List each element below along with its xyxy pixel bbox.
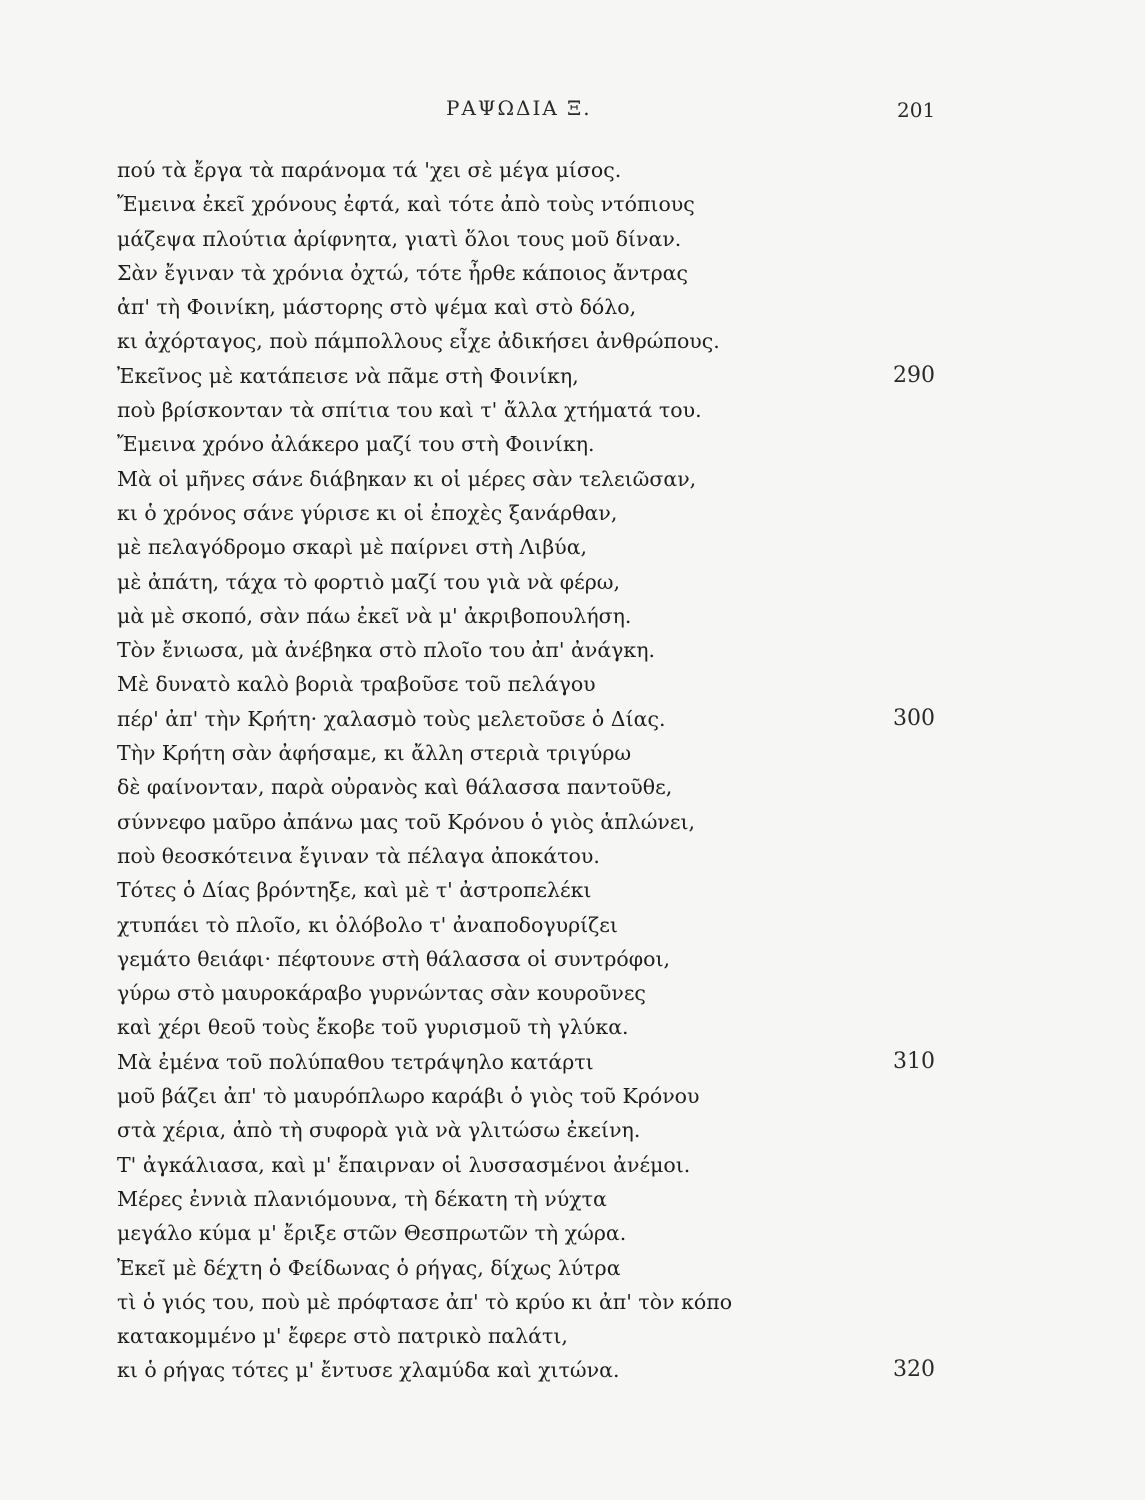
verse-line	[117, 427, 947, 461]
verse-line	[117, 462, 947, 496]
verse-text: μεγάλο κύμα μ' ἔριξε στῶν Θεσπρωτῶν τὴ χώρα.	[117, 1221, 627, 1246]
verse-text: καὶ χέρι θεοῦ τοὺς ἔκοβε τοῦ γυρισμοῦ τὴ γλύκα.	[117, 1015, 629, 1040]
verse-line	[117, 770, 947, 804]
verse-text: Μὰ οἱ μῆνες σάνε διάβηκαν κι οἱ μέρες σὰν τελειῶσαν,	[117, 466, 697, 491]
verse-text: Τὸν ἔνιωσα, μὰ ἀνέβηκα στὸ πλοῖο του ἀπ' ἀνάγκη.	[117, 638, 656, 663]
verse-line	[117, 1010, 947, 1044]
verse-text: Μὰ ἐμένα τοῦ πολύπαθου τετράψηλο κατάρτι	[117, 1049, 594, 1074]
verse-line	[117, 667, 947, 701]
verse-line	[117, 1353, 947, 1387]
verse-text: κι ὁ ρήγας τότες μ' ἔντυσε χλαμύδα καὶ χιτώνα.	[117, 1358, 620, 1383]
verse-text: μὰ μὲ σκοπό, σὰν πάω ἐκεῖ νὰ μ' ἀκριβοπουλήση.	[117, 603, 632, 628]
chapter-title: ΡΑΨΩΔΙΑ Ξ.	[446, 96, 592, 120]
verse-text: πού τὰ ἔργα τὰ παράνομα τά 'χει σὲ μέγα μίσος.	[117, 158, 622, 182]
verse-line	[117, 359, 947, 393]
verse-line	[117, 530, 947, 564]
verse-line	[117, 1113, 947, 1147]
verse-text: μὲ πελαγόδρομο σκαρὶ μὲ παίρνει στὴ Λιβύα,	[117, 535, 588, 560]
verse-text: Ἔμεινα ἐκεῖ χρόνους ἐφτά, καὶ τότε ἀπὸ τοὺς ντόπιους	[117, 192, 695, 217]
verse-line	[117, 1216, 947, 1250]
verse-line	[117, 1079, 947, 1113]
verse-list	[117, 153, 947, 1388]
verse-line	[117, 256, 947, 290]
verse-text: στὰ χέρια, ἀπὸ τὴ συφορὰ γιὰ νὰ γλιτώσω ἐκείνη.	[117, 1118, 641, 1143]
verse-line	[117, 1285, 947, 1319]
verse-text: Τ' ἀγκάλιασα, καὶ μ' ἔπαιρναν οἱ λυσσασμένοι ἀνέμοι.	[117, 1152, 691, 1177]
verse-line	[117, 976, 947, 1010]
verse-text: Ἐκεῖνος μὲ κατάπεισε νὰ πᾶμε στὴ Φοινίκη,	[117, 363, 579, 388]
verse-line	[117, 1148, 947, 1182]
verse-line	[117, 599, 947, 633]
verse-text: ἀπ' τὴ Φοινίκη, μάστορης στὸ ψέμα καὶ στὸ δόλο,	[117, 295, 637, 320]
verse-line	[117, 153, 947, 187]
verse-line	[117, 290, 947, 324]
verse-text: γεμάτο θειάφι· πέφτουνε στὴ θάλασσα οἱ συντρόφοι,	[117, 946, 670, 971]
verse-text: ποὺ βρίσκονταν τὰ σπίτια του καὶ τ' ἄλλα χτήματά του.	[117, 398, 702, 423]
verse-text: μοῦ βάζει ἀπ' τὸ μαυρόπλωρο καράβι ὁ γιὸς τοῦ Κρόνου	[117, 1084, 700, 1109]
line-number: 300	[893, 705, 935, 731]
verse-text: Ἐκεῖ μὲ δέχτη ὁ Φείδωνας ὁ ρήγας, δίχως λύτρα	[117, 1255, 621, 1280]
verse-line	[117, 1251, 947, 1285]
verse-text: μάζεψα πλούτια ἀρίφνητα, γιατὶ ὅλοι τους μοῦ δίναν.	[117, 226, 682, 251]
verse-line	[117, 873, 947, 907]
verse-text: κι ὁ χρόνος σάνε γύρισε κι οἱ ἐποχὲς ξανάρθαν,	[117, 500, 618, 525]
verse-line	[117, 393, 947, 427]
verse-line	[117, 1319, 947, 1353]
verse-text: Ἔμεινα χρόνο ἀλάκερο μαζί του στὴ Φοινίκη.	[117, 432, 595, 457]
verse-text: κατακομμένο μ' ἔφερε στὸ πατρικὸ παλάτι,	[117, 1324, 568, 1349]
verse-text: Σὰν ἔγιναν τὰ χρόνια ὀχτώ, τότε ἦρθε κάποιος ἄντρας	[117, 260, 688, 285]
verse-line	[117, 805, 947, 839]
verse-line	[117, 324, 947, 358]
verse-line	[117, 1045, 947, 1079]
verse-text: δὲ φαίνονταν, παρὰ οὐρανὸς καὶ θάλασσα παντοῦθε,	[117, 775, 673, 800]
verse-line	[117, 222, 947, 256]
verse-line	[117, 496, 947, 530]
verse-line	[117, 908, 947, 942]
verse-text: κι ἀχόρταγος, ποὺ πάμπολλους εἶχε ἀδικήσει ἀνθρώπους.	[117, 329, 720, 354]
verse-text: χτυπάει τὸ πλοῖο, κι ὁλόβολο τ' ἀναποδογυρίζει	[117, 912, 618, 937]
line-number: 310	[893, 1048, 935, 1074]
verse-text: Μὲ δυνατὸ καλὸ βοριὰ τραβοῦσε τοῦ πελάγου	[117, 672, 596, 697]
verse-text: Τότες ὁ Δίας βρόντηξε, καὶ μὲ τ' ἀστροπελέκι	[117, 878, 592, 903]
verse-line	[117, 187, 947, 221]
verse-line	[117, 1182, 947, 1216]
verse-text: πέρ' ἀπ' τὴν Κρήτη· χαλασμὸ τοὺς μελετοῦσε ὁ Δίας.	[117, 706, 666, 731]
verse-line	[117, 736, 947, 770]
running-header	[0, 96, 1145, 126]
verse-text: μὲ ἀπάτη, τάχα τὸ φορτιὸ μαζί του γιὰ νὰ φέρω,	[117, 569, 621, 594]
verse-text: ποὺ θεοσκότεινα ἔγιναν τὰ πέλαγα ἀποκάτου.	[117, 843, 600, 868]
verse-line	[117, 942, 947, 976]
verse-text: Τὴν Κρήτη σὰν ἀφήσαμε, κι ἄλλη στεριὰ τριγύρω	[117, 741, 632, 766]
verse-line	[117, 702, 947, 736]
page-number: 201	[897, 98, 936, 122]
verse-text: γύρω στὸ μαυροκάραβο γυρνώντας σὰν κουροῦνες	[117, 981, 646, 1006]
verse-line	[117, 839, 947, 873]
line-number: 320	[893, 1357, 935, 1383]
verse-line	[117, 633, 947, 667]
verse-text: Μέρες ἐννιὰ πλανιόμουνα, τὴ δέκατη τὴ νύχτα	[117, 1186, 607, 1211]
verse-text: σύννεφο μαῦρο ἀπάνω μας τοῦ Κρόνου ὁ γιὸς ἁπλώνει,	[117, 809, 696, 834]
line-number: 290	[893, 362, 935, 388]
verse-text: τὶ ὁ γιός του, ποὺ μὲ πρόφτασε ἀπ' τὸ κρύο κι ἀπ' τὸν κόπο	[117, 1289, 733, 1314]
verse-line	[117, 565, 947, 599]
